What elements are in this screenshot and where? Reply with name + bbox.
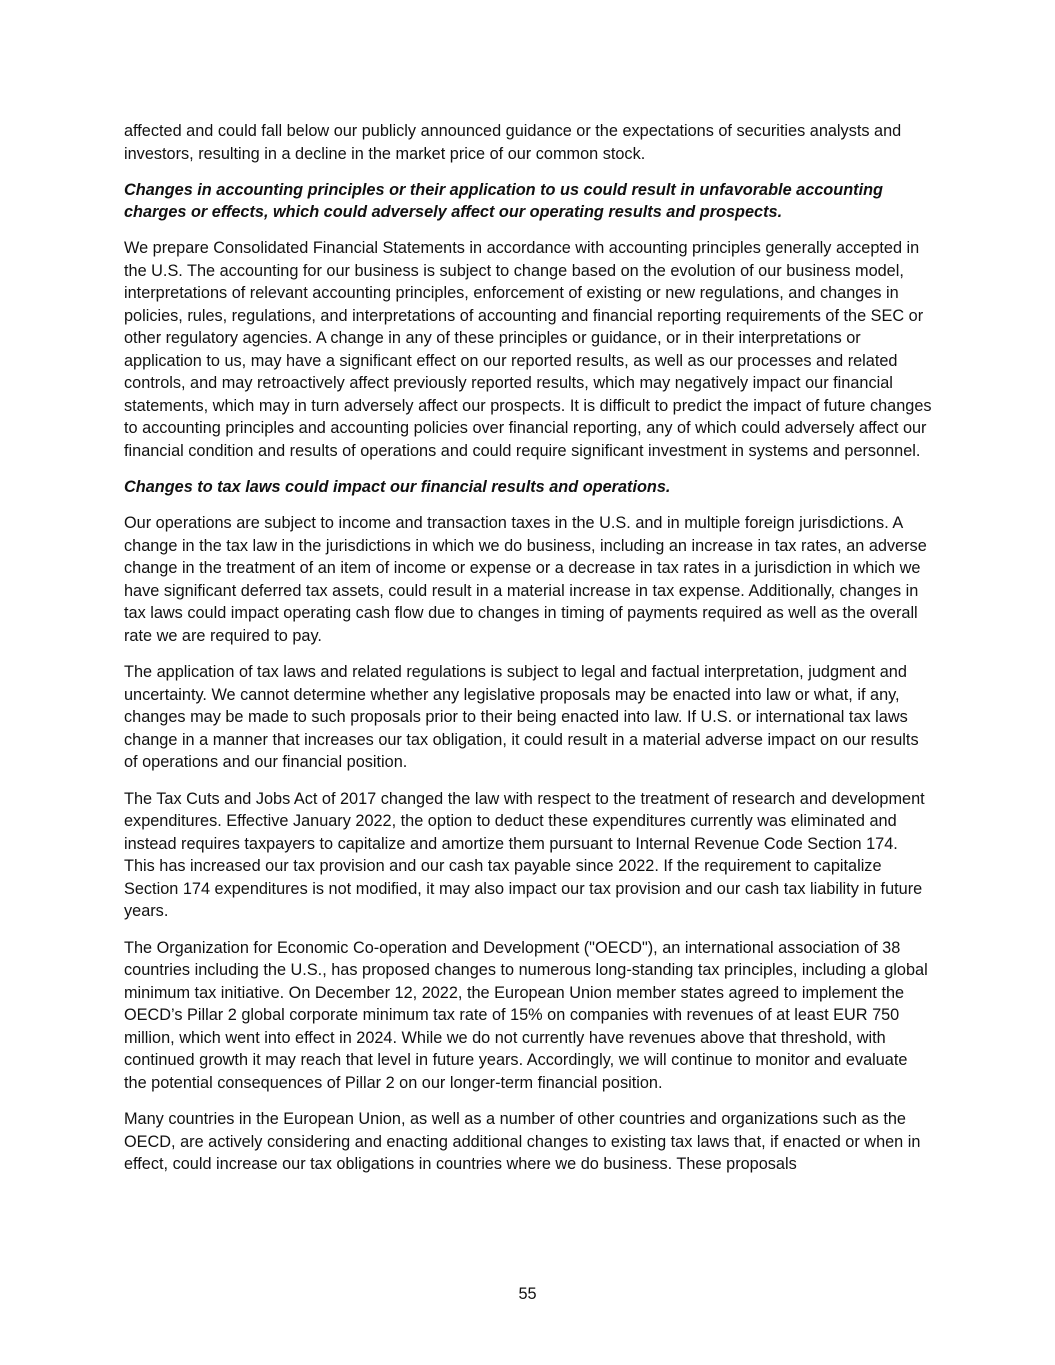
paragraph: The Tax Cuts and Jobs Act of 2017 changed the law with respect to the treatment of research and development expenditures. Effective January 2022, the option to deduct these expenditures currently was eliminated and instead requires taxpayers to capitalize and amortize them pursuant to Internal Revenue Code Section 174. This has increased our tax provision and our cash tax payable since 2022. If the requirement to capitalize Section 174 expenditures is not modified, it may also impact our tax provision and our cash tax liability in future years.: [124, 789, 925, 920]
section-heading: Changes in accounting principles or their application to us could result in unfavorable accounting charges or effects, which could adversely affect our operating results and prospects.: [124, 181, 883, 221]
page-number: 55: [518, 1285, 537, 1303]
paragraph: Many countries in the European Union, as well as a number of other countries and organizations such as the OECD, are actively considering and enacting additional changes to existing tax laws that, if enacted or when in effect, could increase our tax obligations in countries where we do business. These proposals: [124, 1110, 921, 1173]
paragraph: The application of tax laws and related regulations is subject to legal and factual interpretation, judgment and uncertainty. We cannot determine whether any legislative proposals may be enacted into law or what, if any, changes may be made to such proposals prior to their being enacted into law. If U.S. or international tax laws change in a manner that increases our tax obligation, it could result in a material adverse impact on our results of operations and our financial position.: [124, 663, 919, 771]
document-body: [124, 120, 932, 1190]
paragraph: The Organization for Economic Co-operation and Development ("OECD"), an international association of 38 countries including the U.S., has proposed changes to numerous long-standing tax principles, including a global minimum tax initiative. On December 12, 2022, the European Union member states agreed to implement the OECD’s Pillar 2 global corporate minimum tax rate of 15% on companies with revenues of at least EUR 750 million, which went into effect in 2024. While we do not currently have revenues above that threshold, with continued growth it may reach that level in future years. Accordingly, we will continue to monitor and evaluate the potential consequences of Pillar 2 on our longer-term financial position.: [124, 938, 928, 1092]
paragraph: We prepare Consolidated Financial Statements in accordance with accounting principles generally accepted in the U.S. The accounting for our business is subject to change based on the evolution of our business model, interpretations of relevant accounting principles, enforcement of existing or new regulations, and changes in policies, rules, regulations, and interpretations of accounting and financial reporting requirements of the SEC or other regulatory agencies. A change in any of these principles or guidance, or in their interpretations or application to us, may have a significant effect on our reported results, as well as our processes and related controls, and may retroactively affect previously reported results, which may negatively impact our financial statements, which may in turn adversely affect our prospects. It is difficult to predict the impact of future changes to accounting principles and accounting policies over financial reporting, any of which could adversely affect our financial condition and results of operations and could require significant investment in systems and personnel.: [124, 239, 932, 460]
section-heading: Changes to tax laws could impact our financial results and operations.: [124, 478, 671, 496]
paragraph: Our operations are subject to income and transaction taxes in the U.S. and in multiple foreign jurisdictions. A change in the tax law in the jurisdictions in which we do business, including an increase in tax rates, an adverse change in the treatment of an item of income or expense or a decrease in tax rates in a jurisdiction in which we have significant deferred tax assets, could result in a material increase in tax expense. Additionally, changes in tax laws could impact operating cash flow due to changes in timing of payments required as well as the overall rate we are required to pay.: [124, 514, 927, 645]
paragraph: affected and could fall below our publicly announced guidance or the expectations of securities analysts and investors, resulting in a decline in the market price of our common stock.: [124, 122, 902, 163]
